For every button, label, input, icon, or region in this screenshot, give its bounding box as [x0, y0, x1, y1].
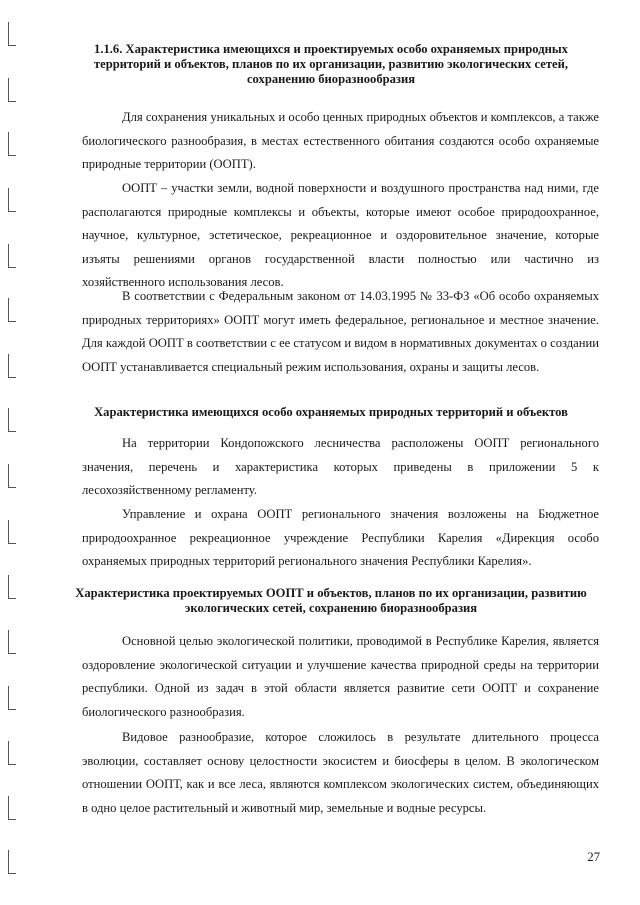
- page-number: 27: [587, 850, 600, 864]
- planned-paragraph-2: Видовое разнообразие, которое сложилось в результате длительного процесса эволюции, составляет основу целостности экосистем и биосферы в целом. В экологическом отношении ООПТ, как и все леса, являются комплексом экологических систем, объединяющих в одно целое растительный и животный мир, земельные и водные ресурсы.: [82, 730, 599, 815]
- intro-paragraph-2: ООПТ – участки земли, водной поверхности и воздушного пространства над ними, где располагаются природные комплексы и объекты, которые имеют особое природоохранное, научное, культурное, эстетическое, рекреационное и оздоровительное значение, которые изъяты решениями органов государственной власти полностью или частично из хозяйственного использования лесов.: [82, 181, 599, 290]
- existing-oopt-heading: Характеристика имеющихся особо охраняемых природных территорий и объектов: [94, 405, 568, 419]
- planned-paragraph-1: Основной целью экологической политики, проводимой в Республике Карелия, является оздоровление экологической ситуации и улучшение качества природной среды на территории республики. Одной из задач в этой области является развитие сети ООПТ и сохранение биологического разнообразия.: [82, 634, 599, 719]
- intro-paragraph-3: В соответствии с Федеральным законом от 14.03.1995 № 33-ФЗ «Об особо охраняемых природных территориях» ООПТ могут иметь федеральное, региональное и местное значение. Для каждой ООПТ в соответствии с ее статусом и видом в нормативных документах о создании ООПТ устанавливается специальный режим использования, охраны и защиты лесов.: [82, 289, 599, 374]
- intro-paragraph-1: Для сохранения уникальных и особо ценных природных объектов и комплексов, а также биологического разнообразия, в местах естественного обитания создаются особо охраняемые природные территории (ООПТ).: [82, 110, 599, 172]
- existing-paragraph-1: На территории Кондопожского лесничества расположены ООПТ регионального значения, перечень и характеристика которых приведены в приложении 5 к лесохозяйственному регламенту.: [82, 436, 599, 498]
- planned-oopt-heading: Характеристика проектируемых ООПТ и объектов, планов по их организации, развитию экологических сетей, сохранению биоразнообразия: [75, 586, 587, 615]
- existing-paragraph-2: Управление и охрана ООПТ регионального значения возложены на Бюджетное природоохранное рекреационное учреждение Республики Карелия «Дирекция особо охраняемых природных территорий регионального значения Республики Карелия».: [82, 507, 599, 569]
- section-title: 1.1.6. Характеристика имеющихся и проектируемых особо охраняемых природных территорий и объектов, планов по их организации, развитию экологических сетей, сохранению биоразнообразия: [94, 42, 568, 86]
